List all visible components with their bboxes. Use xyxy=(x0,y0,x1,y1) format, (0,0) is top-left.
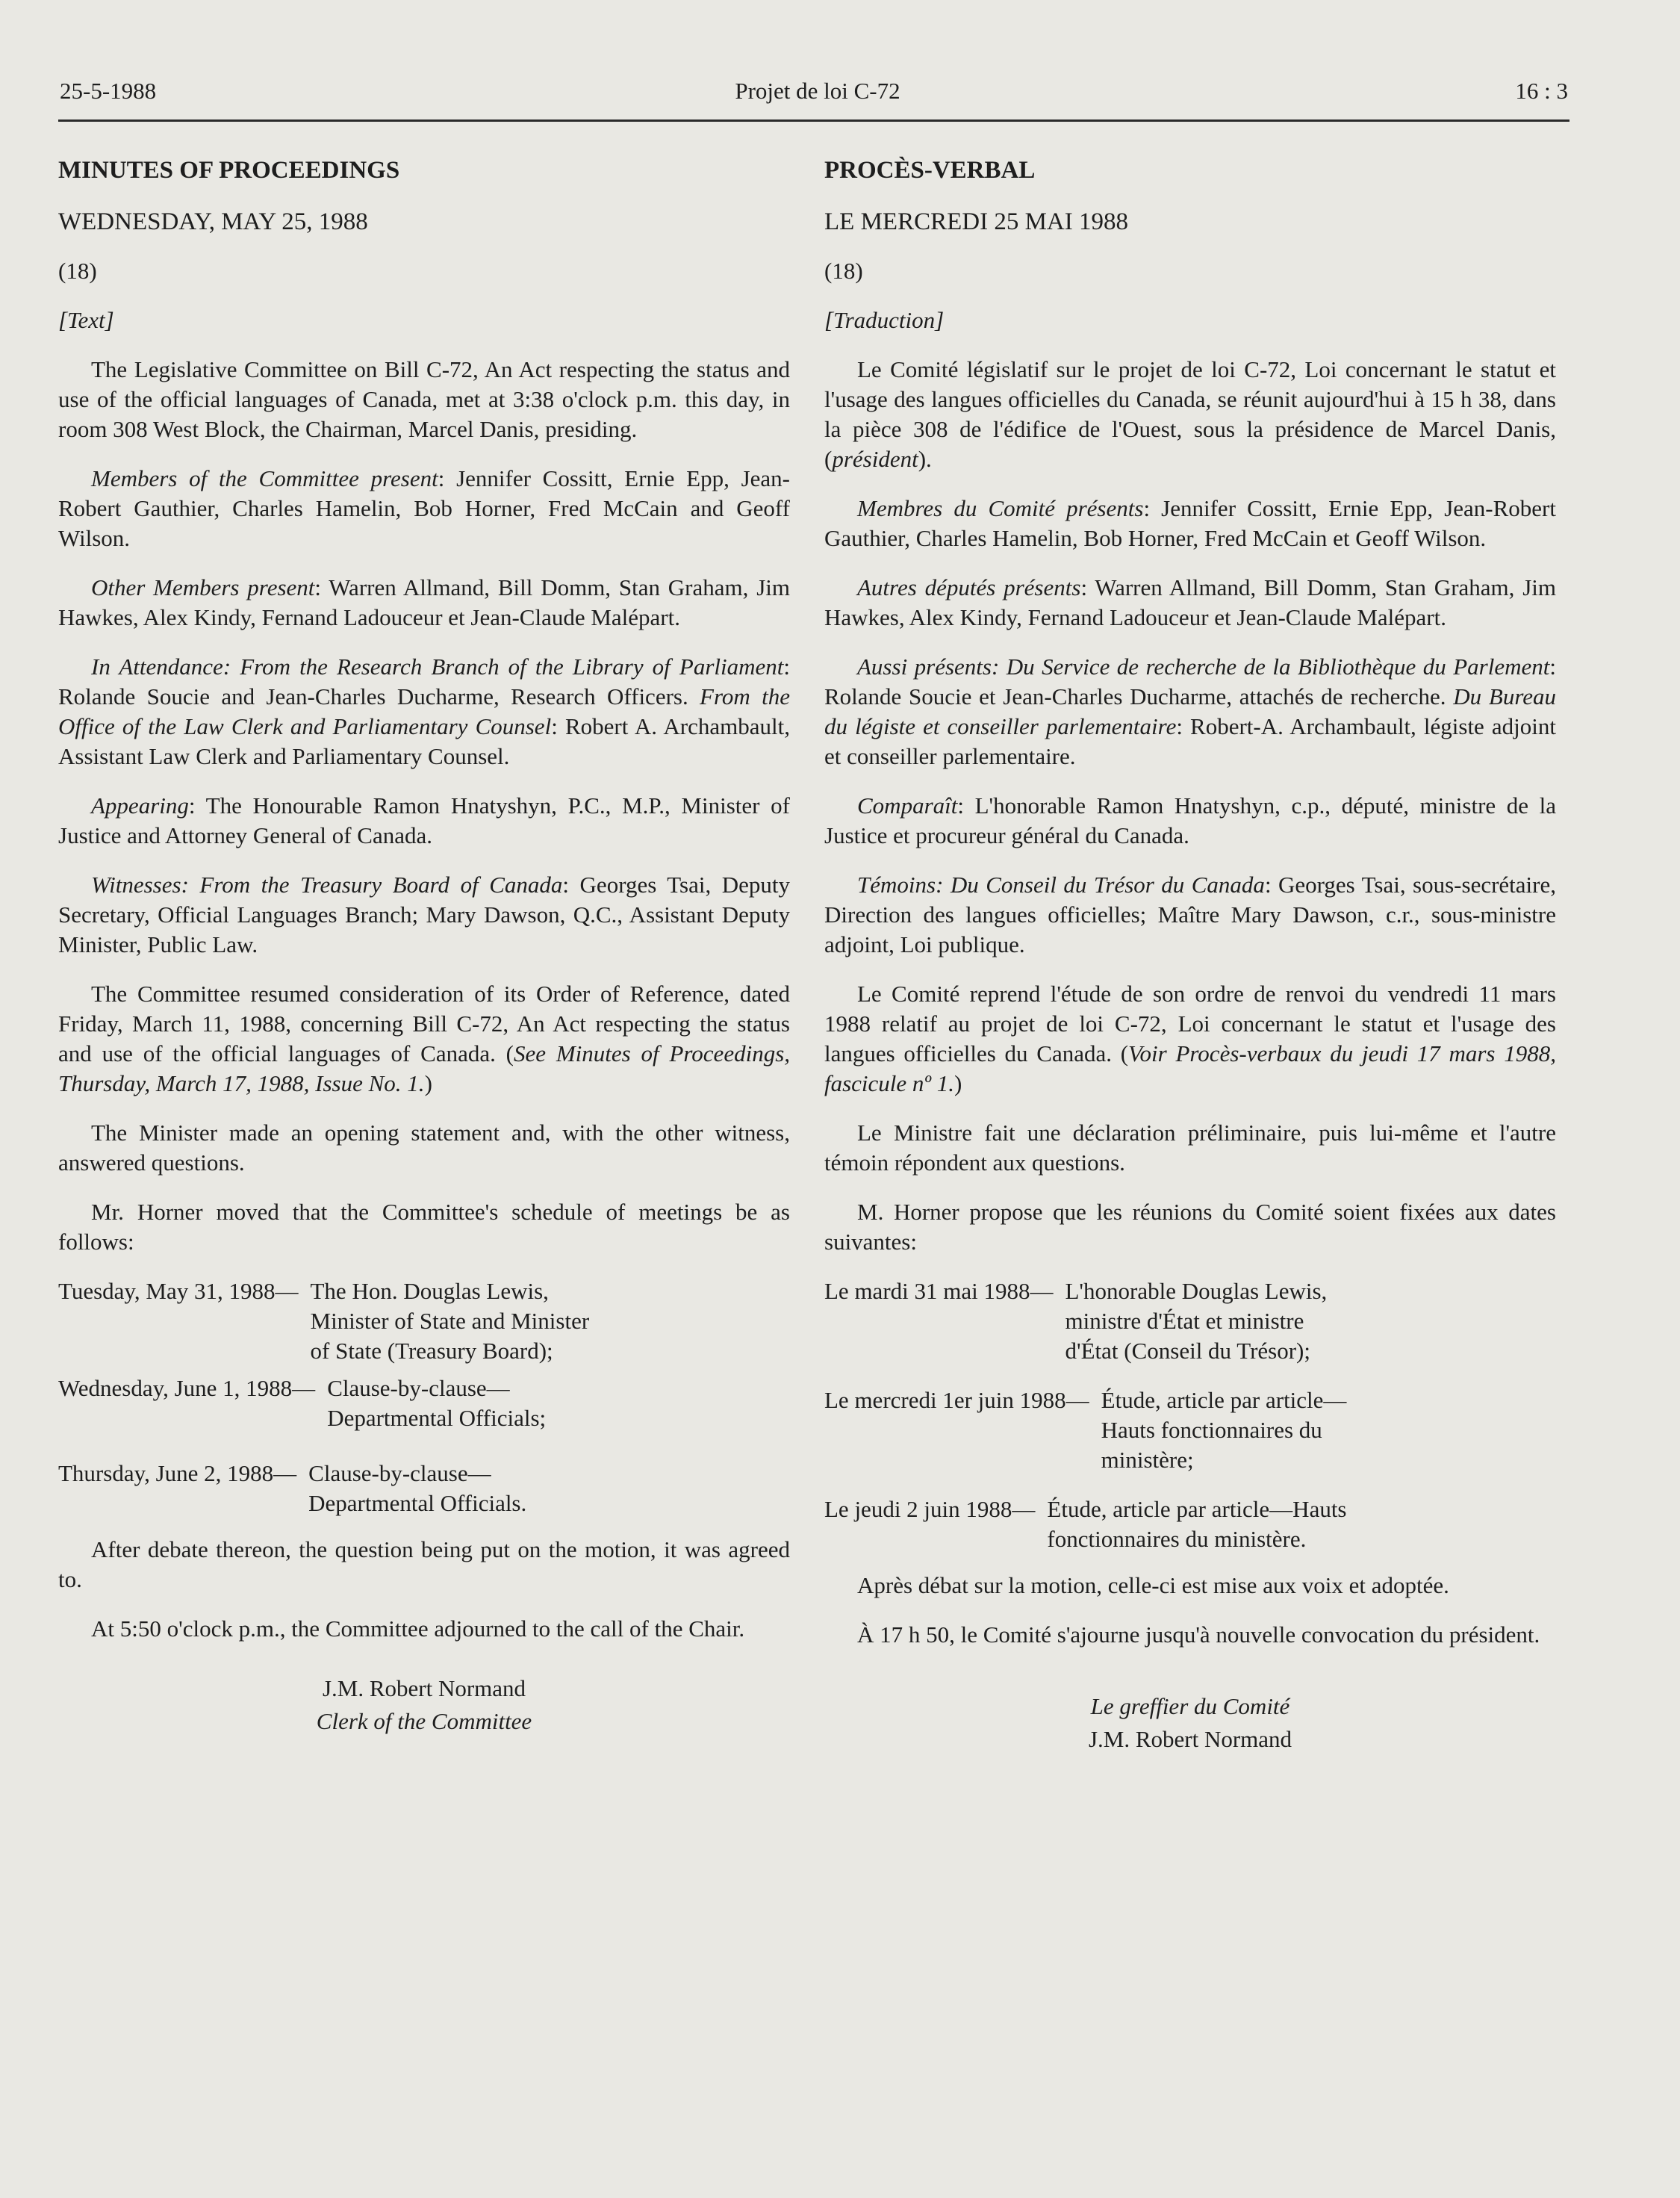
schedule-detail: Étude, article par article— Hauts fonctionnaires du ministère; xyxy=(1101,1387,1347,1473)
reprend-reference: Voir Procès-verbaux du jeudi 17 mars 1988, fascicule nº 1. xyxy=(824,1040,1556,1096)
french-heading: PROCÈS-VERBAL xyxy=(824,157,1036,184)
attendance-label: In Attendance xyxy=(91,653,223,680)
witnesses-text: : Georges Tsai, Deputy Secretary, Official Languages Branch; Mary Dawson, Q.C., Assistant Deputy Minister, Public Law. xyxy=(58,872,790,957)
english-horner-paragraph: Mr. Horner moved that the Committee's schedule of meetings be as follows: xyxy=(58,1199,790,1255)
english-schedule xyxy=(58,1276,790,1518)
reprend-end: ) xyxy=(954,1070,962,1096)
english-attendance-paragraph xyxy=(58,652,790,772)
witnesses-source: : From the Treasury Board of Canada xyxy=(181,872,563,898)
english-column xyxy=(58,153,790,1739)
english-resumed-paragraph xyxy=(58,979,790,1099)
schedule-row xyxy=(824,1276,1556,1366)
french-aussi-paragraph xyxy=(824,652,1556,772)
temoins-text: : Georges Tsai, sous-secrétaire, Direction des langues officielles; Maître Mary Dawson, c.r., sous-ministre adjoint, Loi publique. xyxy=(824,872,1556,957)
schedule-date: Tuesday, May 31, 1988— xyxy=(58,1278,299,1304)
schedule-row xyxy=(58,1373,790,1433)
english-witnesses-paragraph xyxy=(58,870,790,960)
temoins-source: : Du Conseil du Trésor du Canada xyxy=(936,872,1265,898)
page-header xyxy=(60,76,1568,121)
english-minister-paragraph: The Minister made an opening statement and, with the other witness, answered questions. xyxy=(58,1120,790,1176)
english-others-paragraph xyxy=(58,573,790,633)
reprend-text: Le Comité reprend l'étude de son ordre de renvoi du vendredi 11 mars 1988 relatif au projet de loi C-72, Loi concernant le statut et l'usage des langues officielles du Canada. ( xyxy=(824,981,1556,1067)
appearing-label: Appearing xyxy=(91,792,189,819)
french-sitting-number: (18) xyxy=(824,258,863,284)
french-signature xyxy=(824,1692,1556,1754)
english-text-label: [Text] xyxy=(58,307,114,333)
french-intro-paragraph xyxy=(824,355,1556,474)
members-text: : Jennifer Cossitt, Ernie Epp, Jean-Robert Gauthier, Charles Hamelin, Bob Horner, Fred McCain and Geoff Wilson. xyxy=(58,465,790,551)
english-intro-paragraph: The Legislative Committee on Bill C-72, An Act respecting the status and use of the official languages of Canada, met at 3:38 o'clock p.m. this day, in room 308 West Block, the Chairman, Marcel Danis, presiding. xyxy=(58,356,790,442)
english-sitting-number: (18) xyxy=(58,258,97,284)
witnesses-label: Witnesses xyxy=(91,872,181,898)
english-adjourn-paragraph: At 5:50 o'clock p.m., the Committee adjourned to the call of the Chair. xyxy=(91,1615,745,1642)
comparait-text: : L'honorable Ramon Hnatyshyn, c.p., député, ministre de la Justice et procureur général du Canada. xyxy=(824,792,1556,848)
schedule-row xyxy=(824,1494,1556,1554)
comparait-label: Comparaît xyxy=(857,792,958,819)
clerk-name: J.M. Robert Normand xyxy=(322,1675,526,1701)
others-text: : Warren Allmand, Bill Domm, Stan Graham, Jim Hawkes, Alex Kindy, Fernand Ladouceur et Jean-Claude Malépart. xyxy=(58,574,790,630)
attendance-text-2: : Robert A. Archambault, Assistant Law Clerk and Parliamentary Counsel. xyxy=(58,713,790,769)
temoins-label: Témoins xyxy=(857,872,936,898)
greffier-role: Le greffier du Comité xyxy=(1090,1693,1290,1719)
members-label: Members of the Committee present xyxy=(91,465,438,491)
english-members-paragraph xyxy=(58,464,790,553)
french-debat-paragraph: Après débat sur la motion, celle-ci est mise aux voix et adoptée. xyxy=(857,1572,1449,1598)
header-page-number: 16 : 3 xyxy=(1515,78,1568,104)
french-others-paragraph xyxy=(824,573,1556,633)
french-reprend-paragraph xyxy=(824,979,1556,1099)
attendance-source-2: From the Office of the Law Clerk and Parliamentary Counsel xyxy=(58,683,790,739)
autres-text: : Warren Allmand, Bill Domm, Stan Graham, Jim Hawkes, Alex Kindy, Fernand Ladouceur et Jean-Claude Malépart. xyxy=(824,574,1556,630)
english-signature xyxy=(58,1674,790,1736)
schedule-date: Le mercredi 1er juin 1988— xyxy=(824,1387,1089,1413)
header-date: 25-5-1988 xyxy=(60,78,157,104)
french-comparait-paragraph xyxy=(824,791,1556,851)
attendance-source-1: : From the Research Branch of the Library of Parliament xyxy=(223,653,784,680)
autres-label: Autres députés présents xyxy=(857,574,1081,600)
english-heading: MINUTES OF PROCEEDINGS xyxy=(58,157,400,184)
french-column xyxy=(824,153,1556,1757)
resumed-reference: See Minutes of Proceedings, Thursday, March 17, 1988, Issue No. 1. xyxy=(58,1040,791,1096)
french-text-label: [Traduction] xyxy=(824,307,945,333)
aussi-text-2: : Robert-A. Archambault, légiste adjoint et conseiller parlementaire. xyxy=(824,713,1556,769)
schedule-detail: Clause-by-clause— Departmental Officials; xyxy=(327,1375,547,1431)
clerk-role: Clerk of the Committee xyxy=(316,1708,532,1734)
english-debate-paragraph: After debate thereon, the question being put on the motion, it was agreed to. xyxy=(58,1536,790,1592)
aussi-source-2: Du Bureau du légiste et conseiller parlementaire xyxy=(824,683,1556,739)
greffier-name: J.M. Robert Normand xyxy=(1088,1726,1292,1752)
schedule-date: Wednesday, June 1, 1988— xyxy=(58,1375,316,1401)
english-appearing-paragraph xyxy=(58,791,790,851)
membres-label: Membres du Comité présents xyxy=(857,495,1144,521)
french-temoins-paragraph xyxy=(824,870,1556,960)
intro-end: ). xyxy=(918,446,932,472)
french-ministre-paragraph: Le Ministre fait une déclaration préliminaire, puis lui-même et l'autre témoin répondent aux questions. xyxy=(824,1120,1556,1176)
aussi-label: Aussi présents xyxy=(857,653,992,680)
english-date-line: WEDNESDAY, MAY 25, 1988 xyxy=(58,208,368,235)
schedule-date: Le jeudi 2 juin 1988— xyxy=(824,1496,1036,1522)
resumed-end: ) xyxy=(424,1070,432,1096)
intro-text: Le Comité législatif sur le projet de loi C-72, Loi concernant le statut et l'usage des langues officielles du Canada, se réunit aujourd'hui à 15 h 38, dans la pièce 308 de l'édifice de l'Ouest, sous la présidence de Marcel Danis, ( xyxy=(824,356,1556,472)
resumed-text: The Committee resumed consideration of its Order of Reference, dated Friday, March 11, 1988, concerning Bill C-72, An Act respecting the status and use of the official languages of Canada. ( xyxy=(58,981,790,1067)
membres-text: : Jennifer Cossitt, Ernie Epp, Jean-Robert Gauthier, Charles Hamelin, Bob Horner, Fred McCain et Geoff Wilson. xyxy=(824,495,1556,551)
appearing-text: : The Honourable Ramon Hnatyshyn, P.C., M.P., Minister of Justice and Attorney General of Canada. xyxy=(58,792,790,848)
header-title: Projet de loi C-72 xyxy=(735,78,900,104)
schedule-detail: Clause-by-clause— Departmental Officials. xyxy=(308,1460,527,1516)
intro-president: président xyxy=(832,446,918,472)
header-rule xyxy=(58,119,1569,122)
french-date-line: LE MERCREDI 25 MAI 1988 xyxy=(824,208,1128,235)
schedule-row xyxy=(824,1385,1556,1475)
attendance-text-1: : Rolande Soucie and Jean-Charles Ducharme, Research Officers. xyxy=(58,653,791,710)
aussi-text-1: : Rolande Soucie et Jean-Charles Ducharme, attachés de recherche. xyxy=(824,653,1557,710)
french-members-paragraph xyxy=(824,494,1556,553)
french-schedule xyxy=(824,1276,1556,1554)
schedule-date: Thursday, June 2, 1988— xyxy=(58,1460,297,1486)
schedule-detail: The Hon. Douglas Lewis, Minister of State and Minister of State (Treasury Board); xyxy=(310,1278,590,1364)
schedule-row xyxy=(58,1276,790,1366)
schedule-detail: Étude, article par article—Hauts fonctionnaires du ministère. xyxy=(1047,1496,1347,1552)
schedule-row xyxy=(58,1459,790,1518)
others-label: Other Members present xyxy=(91,574,315,600)
french-ajourne-paragraph: À 17 h 50, le Comité s'ajourne jusqu'à nouvelle convocation du président. xyxy=(857,1621,1540,1648)
schedule-detail: L'honorable Douglas Lewis, ministre d'État et ministre d'État (Conseil du Trésor); xyxy=(1065,1278,1328,1364)
french-horner-paragraph: M. Horner propose que les réunions du Comité soient fixées aux dates suivantes: xyxy=(824,1199,1556,1255)
schedule-date: Le mardi 31 mai 1988— xyxy=(824,1278,1054,1304)
aussi-source-1: : Du Service de recherche de la Bibliothèque du Parlement xyxy=(991,653,1550,680)
